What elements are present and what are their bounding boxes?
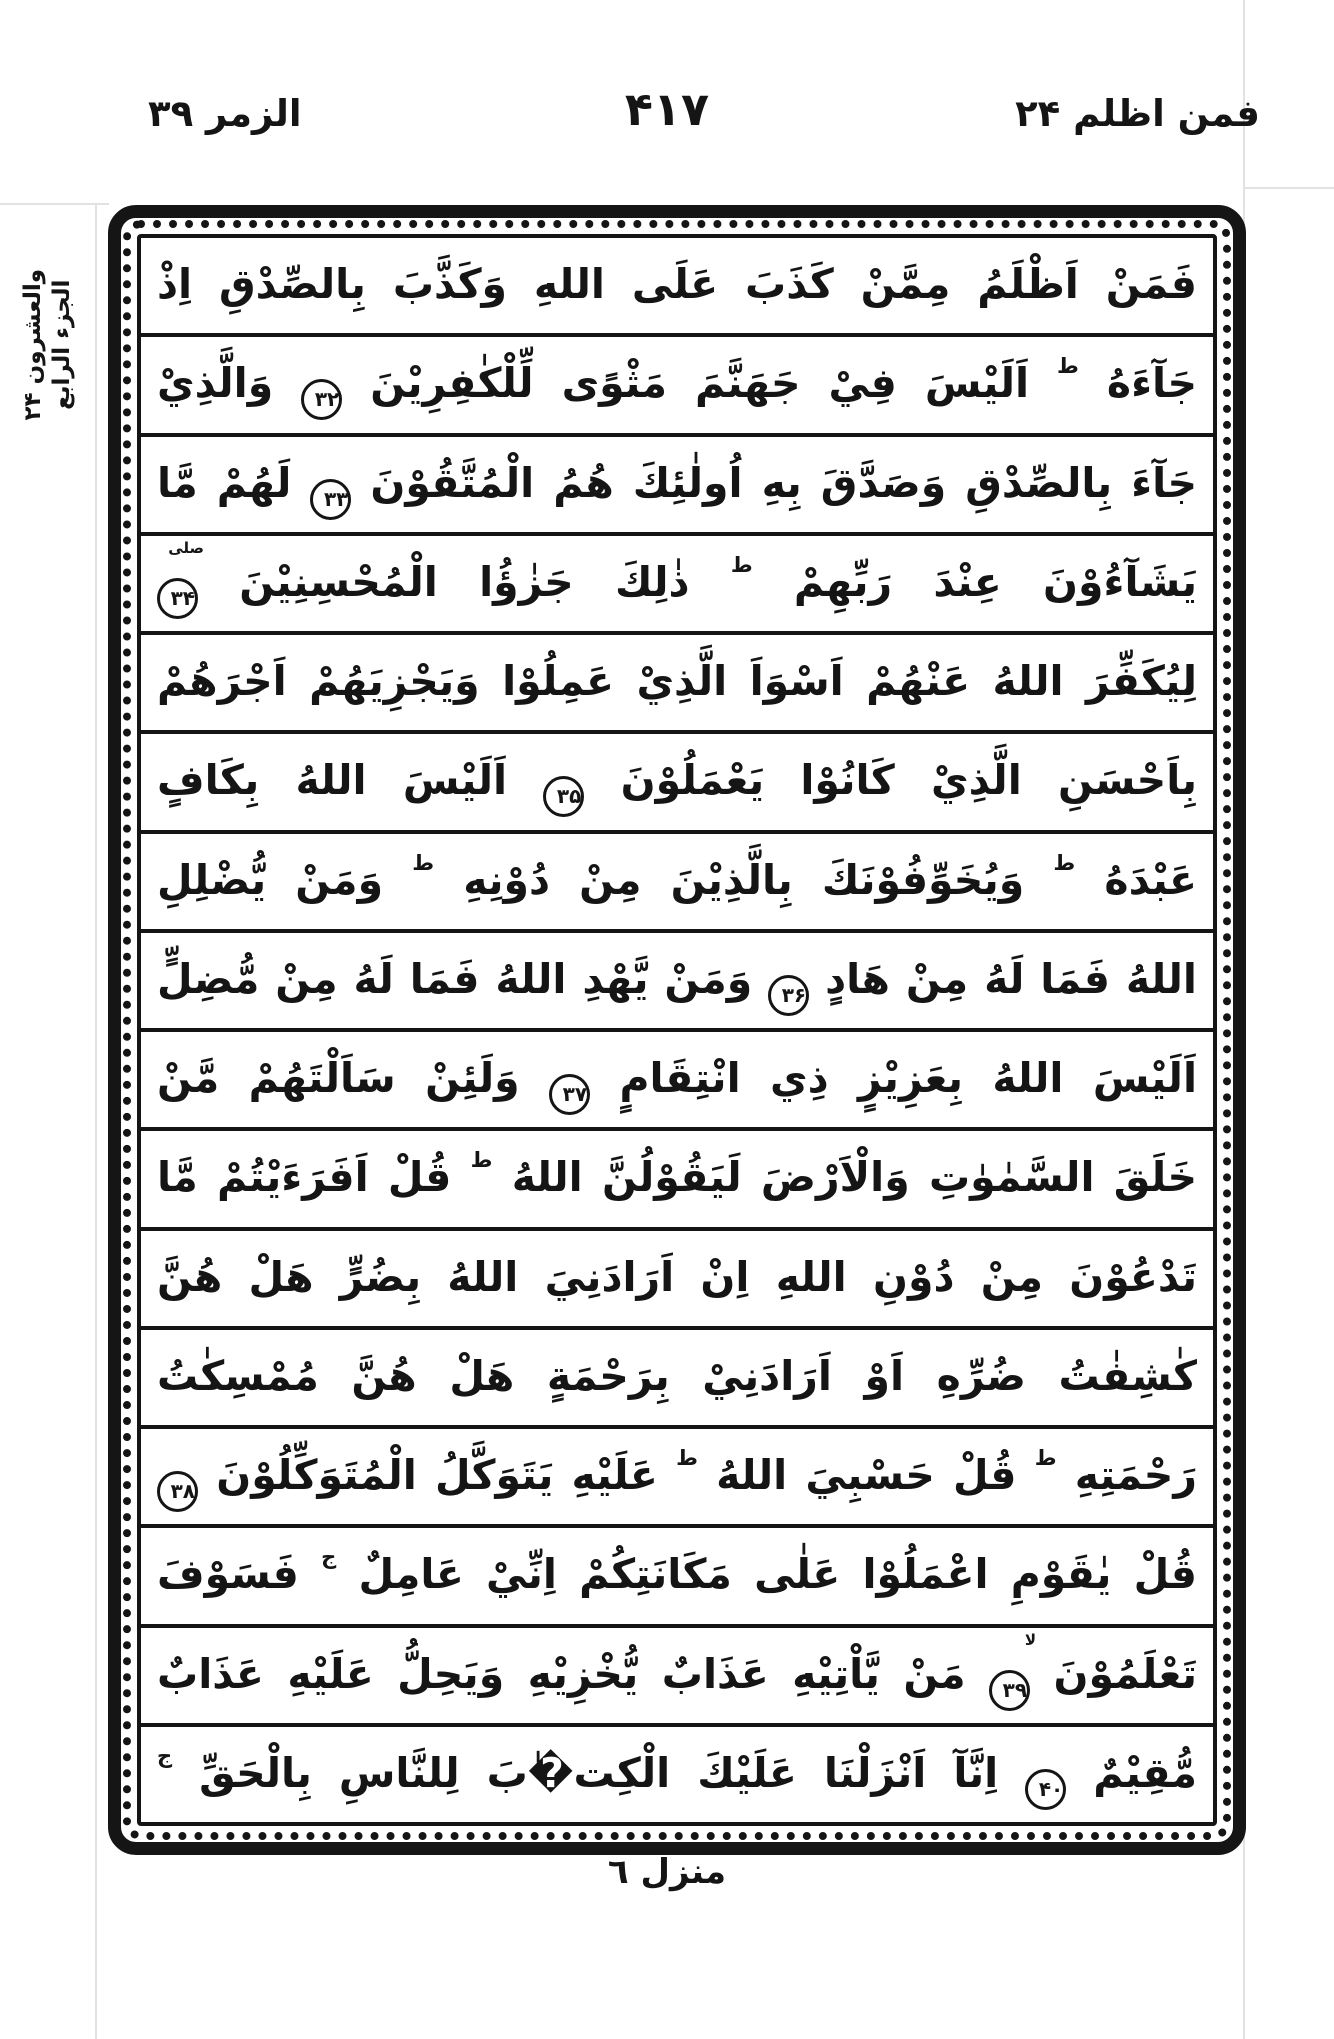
verse-number-badge: [989, 1630, 1037, 1711]
quran-line: رَحْمَتِهِ ط قُلْ حَسْبِيَ اللهُ ط عَلَيْهِ يَتَوَكَّلُ الْمُتَوَكِّلُوْنَ ۳۸: [141, 1425, 1213, 1524]
waqf-mark: لا: [1024, 1630, 1037, 1649]
verse-number-badge: [543, 756, 584, 817]
quran-line: لِيُكَفِّرَ اللهُ عَنْهُمْ اَسْوَاَ الَّذِيْ عَمِلُوْا وَيَجْزِيَهُمْ اَجْرَهُمْ: [141, 631, 1213, 730]
page-fold-line: [1243, 187, 1334, 189]
verse-number-badge: [157, 538, 204, 619]
quran-line: فَمَنْ اَظْلَمُ مِمَّنْ كَذَبَ عَلَى اللهِ وَكَذَّبَ بِالصِّدْقِ اِذْ: [157, 260, 1197, 308]
quran-line: خَلَقَ السَّمٰوٰتِ وَالْاَرْضَ لَيَقُوْلُنَّ اللهُ ط قُلْ اَفَرَءَيْتُمْ مَّا: [141, 1127, 1213, 1226]
quran-line: بِاَحْسَنِ الَّذِيْ كَانُوْا يَعْمَلُوْنَ ۳۵ اَلَيْسَ اللهُ بِكَافٍ: [141, 730, 1213, 829]
bead-chain-border: [123, 220, 1231, 1840]
verse-number-badge: [1025, 1749, 1066, 1810]
quran-line: تَعْلَمُوْنَ لا ۳۹ مَنْ يَّاْتِيْهِ عَذَابٌ يُّخْزِيْهِ وَيَحِلُّ عَلَيْهِ عَذَابٌ: [141, 1624, 1213, 1723]
waqf-mark: ط: [730, 552, 753, 577]
waqf-mark: ط: [470, 1148, 493, 1173]
quran-line: عَبْدَهُ ط وَيُخَوِّفُوْنَكَ بِالَّذِيْنَ مِنْ دُوْنِهِ ط وَمَنْ يُّضْلِلِ: [141, 830, 1213, 929]
quran-line: قُلْ يٰقَوْمِ اعْمَلُوْا عَلٰى مَكَانَتِكُمْ اِنِّيْ عَامِلٌ ج فَسَوْفَ: [141, 1524, 1213, 1623]
page-number: ۴۱۷: [624, 82, 710, 136]
waqf-mark: ج: [157, 1743, 173, 1768]
verse-number-circle: ۳۷: [549, 1074, 590, 1115]
quran-frame-border: [108, 205, 1246, 1855]
quran-line: مُّقِيْمٌ ۴۰ اِنَّآ اَنْزَلْنَا عَلَيْكَ الْكِت�ٰبَ لِلنَّاسِ بِالْحَقِّ ج: [141, 1723, 1213, 1822]
verse-number-circle: ۴۰: [1025, 1769, 1066, 1810]
waqf-mark: ج: [321, 1545, 337, 1570]
quran-line: يَشَآءُوْنَ عِنْدَ رَبِّهِمْ ط ذٰلِكَ جَزٰؤُا الْمُحْسِنِيْنَ صلى ۳۴: [141, 532, 1213, 631]
verse-number-badge: [310, 459, 351, 520]
verse-number-circle: ۳۲: [301, 379, 342, 420]
verse-number-badge: [549, 1054, 590, 1115]
juz-side-label-line2: والعشرون ۲۴: [20, 269, 47, 421]
juz-side-label: [6, 205, 90, 485]
quran-line: كٰشِفٰتُ ضُرِّهِ اَوْ اَرَادَنِيْ بِرَحْمَةٍ هَلْ هُنَّ مُمْسِكٰتُ: [141, 1326, 1213, 1425]
waqf-mark: ط: [1057, 354, 1079, 379]
waqf-mark: ط: [412, 850, 435, 875]
verse-number-circle: ۳۶: [768, 975, 809, 1016]
verse-number-circle: ۳۴: [157, 578, 198, 619]
waqf-mark: ط: [676, 1446, 698, 1470]
juz-side-label-line1: الجزء الرابع: [49, 279, 75, 411]
text-area-border: [137, 234, 1217, 1826]
verse-number-circle: ۳۳: [310, 479, 351, 520]
quran-lines: [141, 238, 1213, 1822]
quran-line: جَآءَ بِالصِّدْقِ وَصَدَّقَ بِهِ اُولٰئِكَ هُمُ الْمُتَّقُوْنَ ۳۳ لَهُمْ مَّا: [141, 433, 1213, 532]
waqf-mark: ط: [1053, 850, 1076, 875]
quran-line: اللهُ فَمَا لَهُ مِنْ هَادٍ ۳۶ وَمَنْ يَّهْدِ اللهُ فَمَا لَهُ مِنْ مُّضِلٍّ: [141, 929, 1213, 1028]
verse-number-badge: [301, 359, 342, 420]
waqf-mark: صلى: [168, 538, 204, 557]
verse-number-circle: ۳۵: [543, 776, 584, 817]
manzil-footer-label: منزل ٦: [607, 1852, 727, 1892]
quran-line: جَآءَهُ ط اَلَيْسَ فِيْ جَهَنَّمَ مَثْوًى لِّلْكٰفِرِيْنَ ۳۲ وَالَّذِيْ: [141, 333, 1213, 432]
verse-number-circle: ۳۸: [157, 1471, 198, 1512]
verse-number-badge: [768, 955, 809, 1016]
page-fold-line: [95, 204, 97, 2039]
waqf-mark: ط: [1034, 1446, 1057, 1470]
juz-title-label: فمن اظلم ۲۴: [1015, 92, 1260, 135]
quran-line: تَدْعُوْنَ مِنْ دُوْنِ اللهِ اِنْ اَرَادَنِيَ اللهُ بِضُرٍّ هَلْ هُنَّ: [141, 1227, 1213, 1326]
verse-number-badge: [157, 1451, 198, 1512]
surah-title-label: الزمر ۳۹: [148, 92, 302, 135]
quran-line: اَلَيْسَ اللهُ بِعَزِيْزٍ ذِي انْتِقَامٍ ۳۷ وَلَئِنْ سَاَلْتَهُمْ مَّنْ: [141, 1028, 1213, 1127]
verse-number-circle: ۳۹: [989, 1670, 1030, 1711]
